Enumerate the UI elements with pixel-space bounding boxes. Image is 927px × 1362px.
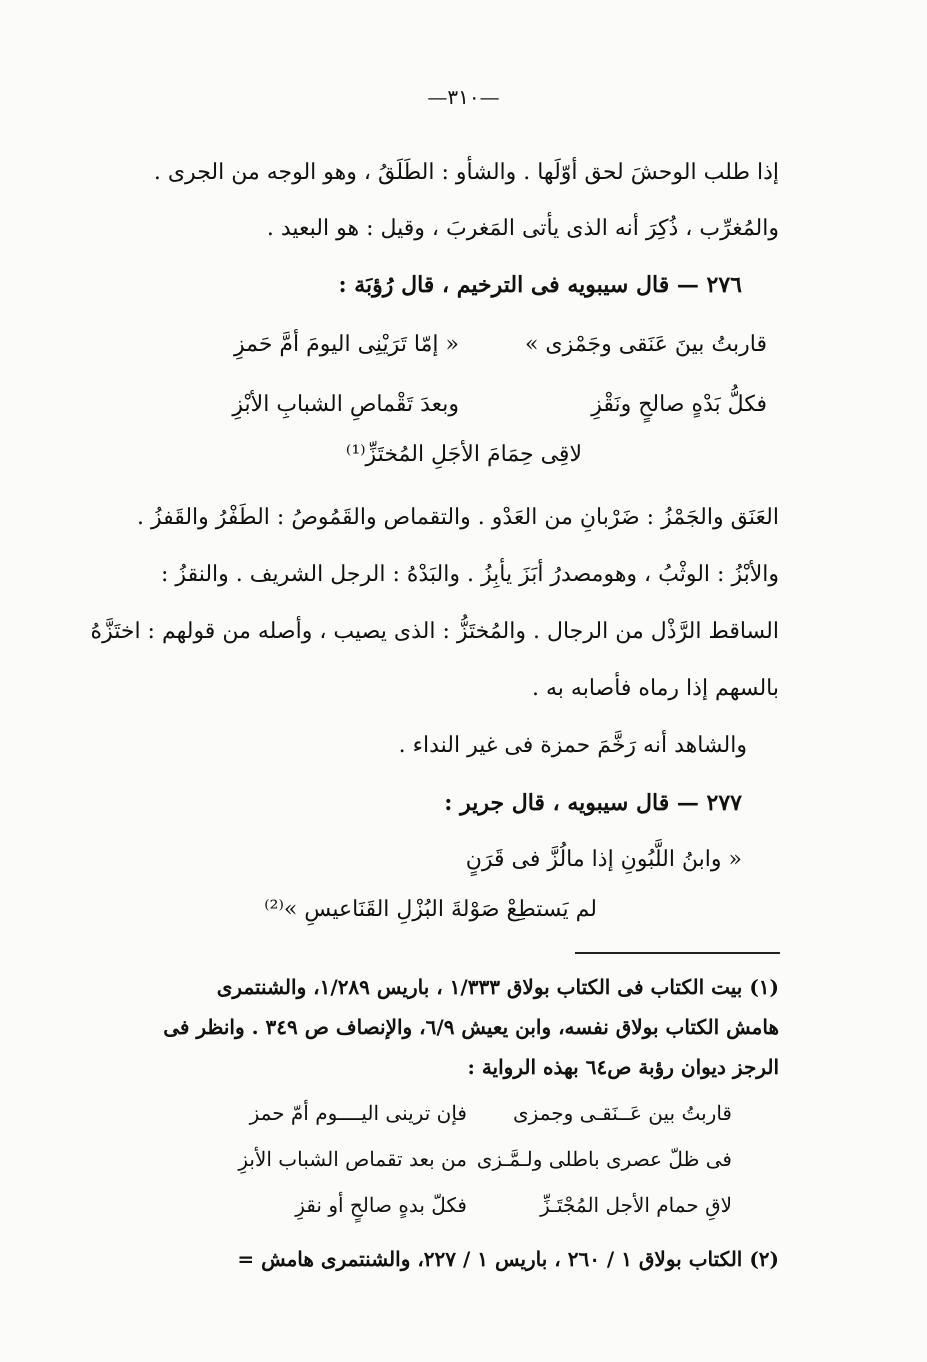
commentary-line-3: الساقط الرَّذْل من الرجال . والمُختَزُّ : الذى يصيب ، وأصله من قولهم : اختَزَّهُ	[90, 619, 779, 644]
body-line-2: والمُغرِّب ، ذُكِرَ أنه الذى يأتى المَغربَ ، وقيل : هو البعيد .	[266, 216, 779, 241]
verse-3: لاقِى حِمَامَ الأجَلِ المُختَزِّ⁽¹⁾	[345, 442, 582, 467]
footnote-separator	[575, 952, 780, 954]
footnote-1-line-2: هامش الكتاب بولاق نفسه، وابن يعيش ٦/٩، والإنصاف ص ٣٤٩ . وانظر فى	[163, 1015, 779, 1039]
footnote-verse-3-second: لاقِ حمام الأجل المُجْتَـزِّ	[540, 1193, 732, 1217]
verse-1-second-hemistich: قاربتُ بينَ عَنَقى وجَمْزى »	[524, 332, 767, 357]
footnote-1-line-3: الرجز ديوان رؤبة ص٦٤ بهذه الرواية :	[467, 1055, 779, 1079]
footnote-verse-2-second: فى ظلّ عصرى باطلى ولـمَّـزى	[476, 1147, 732, 1171]
commentary-line-4: بالسهم إذا رماه فأصابه به .	[532, 676, 779, 701]
footnote-verse-1-second: قاربتُ بين عَــنَقـى وجمزى	[512, 1101, 732, 1125]
verse-4: « وابنُ اللَّبُونِ إذا مالُزَّ فى قَرَنٍ	[465, 847, 742, 872]
verse-1-first-hemistich: « إمّا تَرَيْنِى اليومَ أمَّ حَمزِ	[233, 332, 459, 357]
body-line-1: إذا طلب الوحشَ لحق أوّلَها . والشأو : الطَلَقُ ، وهو الوجه من الجرى .	[153, 160, 779, 185]
footnote-verse-2-first: من بعد تقماص الشباب الأبزِ	[238, 1147, 467, 1171]
footnote-verse-1-first: فإن ترينى اليــــوم أمّ حمز	[249, 1101, 467, 1125]
page-number: —٣١٠—	[427, 85, 500, 109]
footnote-2: (٢) الكتاب بولاق ١ / ٢٦٠ ، باريس ١ / ٢٢٧، والشنتمرى هامش =	[237, 1247, 779, 1271]
verse-5: لم يَستطِعْ صَوْلةَ البُزْلِ القَنَاعيسِ »⁽²⁾	[264, 897, 597, 922]
commentary-line-1: العَنَق والجَمْزُ : ضَرْبانِ من العَدْو . والتقماص والقَمُوصُ : الطَفْرُ والقَفزُ .	[136, 505, 779, 530]
entry-276-heading: ٢٧٦ — قال سيبويه فى الترخيم ، قال رُؤبَة :	[338, 272, 742, 298]
commentary-line-2: والأبْزُ : الوثْبُ ، وهومصدرُ أبَزَ يأبِزُ . والبَدْهُ : الرجل الشريف . والنقزُ :	[161, 562, 779, 587]
commentary-line-5: والشاهد أنه رَخَّمَ حمزة فى غير النداء .	[398, 733, 747, 758]
footnote-1-line-1: (١) بيت الكتاب فى الكتاب بولاق ١/٣٣٣ ، باريس ١/٢٨٩، والشنتمرى	[216, 975, 779, 999]
verse-2-first-hemistich: وبعدَ تَقْماصِ الشبابِ الأبْزِ	[232, 392, 459, 417]
entry-277-heading: ٢٧٧ — قال سيبويه ، قال جرير :	[444, 790, 742, 816]
footnote-verse-3-first: فكلّ بدهٍ صالحٍ أو نقزِ	[295, 1193, 467, 1217]
verse-2-second-hemistich: فكلُّ بَدْهٍ صالحٍ ونَقْزِ	[591, 392, 767, 417]
